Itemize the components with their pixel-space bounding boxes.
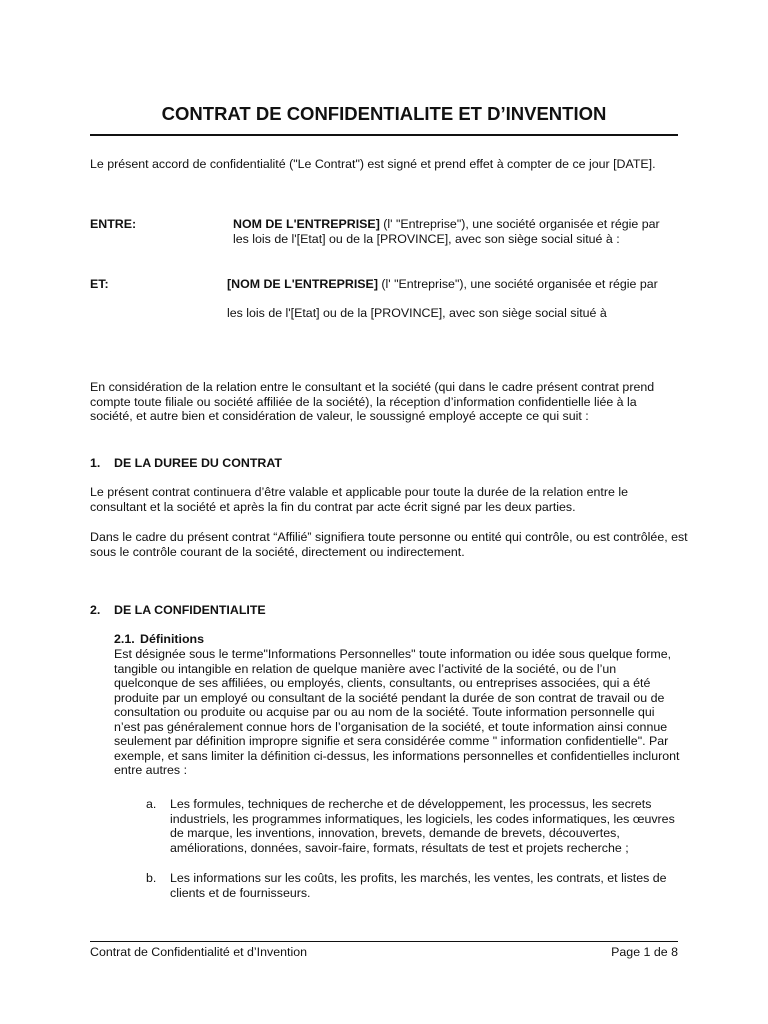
party-entre-line1: [233, 217, 678, 232]
subsection-2-1-text: Est désignée sous le terme"Informations Personnelles" toute information ou idée sous quelque forme, tangible ou intangible en relation de quelque manière avec l’activité de la société, ou de l’un quelconque de ses affiliées, ou employés, clients, consultants, ou entreprises associées, qui a été produite par un employé ou consultant de la société pendant la durée de son contrat de travail ou de consultation ou produite ou acquise par ou au nom de la société. Toute information personnelle qui n’est pas généralement connue hors de l’organisation de la société, et toute information ainsi connue seulement par définition impropre signifie et sera considérée comme " information confidentielle". Par exemple, et sans limiter la définition ci-dessus, les informations personnelles et confidentielles incluront entre autres :: [114, 647, 680, 777]
list-item-a-text: Les formules, techniques de recherche et de développement, les processus, les secrets industriels, les programmes informatiques, les logiciels, les codes informatiques, les œuvres de marque, les inventions, innovation, brevets, demande de brevets, découvertes, améliorations, données, savoir-faire, formats, résultats de test et projets recherche ;: [170, 797, 675, 855]
party-label-entre: ENTRE:: [90, 217, 137, 231]
list-marker-a: a.: [146, 797, 157, 811]
subsection-2-1-title: Définitions: [140, 632, 205, 646]
section-2-heading: [90, 603, 266, 618]
party-entre-line2: les lois de l'[Etat] ou de la [PROVINCE], avec son siège social situé à :: [233, 231, 620, 246]
section-1-heading: [90, 456, 282, 471]
section-1-paragraph-1: Le présent contrat continuera d’être valable et applicable pour toute la durée de la relation entre le consultant et la société et après la fin du contrat par acte écrit signé par les deux parties.: [90, 485, 628, 514]
party-entre-desc: (l' "Entreprise"), une société organisée et régie par: [379, 217, 660, 231]
subsection-2-1-number: 2.1.: [114, 632, 135, 646]
title-divider: [90, 134, 678, 136]
section-1-title: DE LA DUREE DU CONTRAT: [114, 456, 282, 470]
party-et-line2: les lois de l'[Etat] ou de la [PROVINCE], avec son siège social situé à: [227, 306, 607, 320]
section-2-number: 2.: [90, 603, 101, 617]
section-1-paragraph-2: Dans le cadre du présent contrat “Affilié” signifiera toute personne ou entité qui contrôle, ou est contrôlée, est sous le contrôle courant de la société, directement ou indirectement.: [90, 530, 688, 559]
list-marker-b: b.: [146, 871, 157, 885]
party-entre-name: NOM DE L'ENTREPRISE]: [233, 217, 380, 231]
footer-page-number: Page 1 de 8: [611, 945, 678, 959]
subsection-2-1-heading: [114, 632, 204, 647]
list-item: [146, 871, 678, 900]
section-2-title: DE LA CONFIDENTIALITE: [114, 603, 266, 617]
party-et-line1: [227, 277, 678, 292]
list-item-b-text: Les informations sur les coûts, les profits, les marchés, les ventes, les contrats, et listes de clients et de fournisseurs.: [170, 871, 667, 900]
party-entre-text: [233, 217, 678, 246]
footer-divider: [90, 941, 678, 942]
list-item: [146, 797, 678, 855]
party-label-et: ET:: [90, 277, 109, 291]
intro-paragraph: Le présent accord de confidentialité ("Le Contrat") est signé et prend effet à compter de ce jour [DATE].: [90, 157, 656, 171]
section-1-number: 1.: [90, 456, 101, 470]
party-et-desc: (l' "Entreprise"), une société organisée et régie par: [377, 277, 658, 291]
consideration-paragraph: En considération de la relation entre le consultant et la société (qui dans le cadre présent contrat prend compte toute filiale ou société affiliée de la société), la réception d’information confidentielle liée à la société, et autre bien et considération de valeur, le soussigné employé accepte ce qui suit :: [90, 380, 655, 423]
document-title: CONTRAT DE CONFIDENTIALITE ET D’INVENTION: [161, 103, 607, 124]
footer-document-name: Contrat de Confidentialité et d’Invention: [90, 945, 307, 959]
party-et-name: [NOM DE L'ENTREPRISE]: [227, 277, 378, 291]
